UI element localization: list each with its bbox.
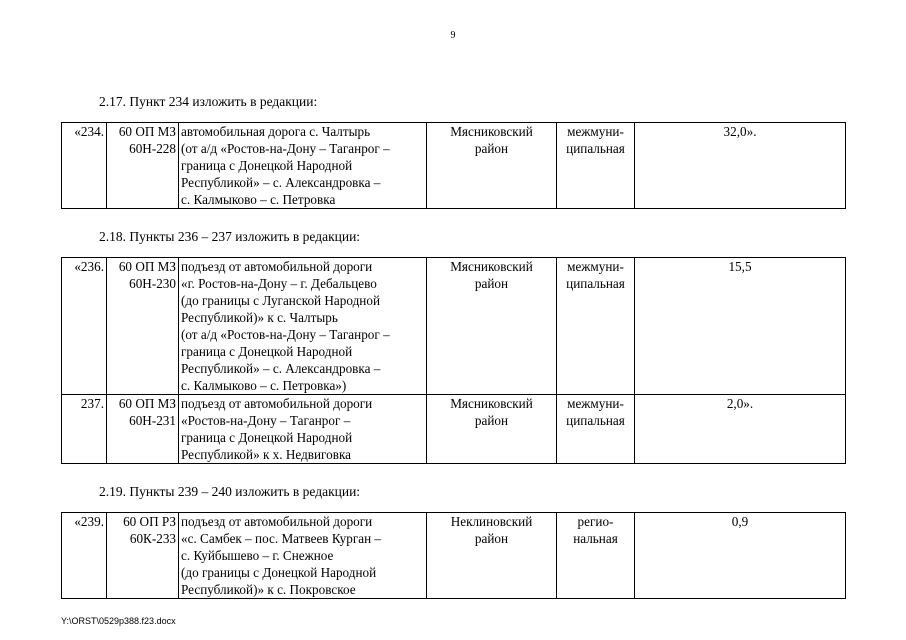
road-name: подъезд от автомобильной дороги «с. Самбек – пос. Матвеев Курган – с. Куйбышево – г. Снежное (до границы с Донецкой Народной Республикой)» к с. Покровское [179,513,427,599]
row-number: «239. [62,513,107,599]
road-name: подъезд от автомобильной дороги «Ростов-на-Дону – Таганрог – граница с Донецкой Народной Республикой» к х. Недвиговка [179,395,427,464]
road-table-2-18 [61,257,846,464]
road-code: 60 ОП МЗ 60Н-228 [107,123,179,209]
road-type: межмуни- ципальная [557,395,635,464]
road-code: 60 ОП МЗ 60Н-230 [107,258,179,395]
road-type: регио- нальная [557,513,635,599]
table-row [62,123,846,209]
row-number: 237. [62,395,107,464]
table-row [62,258,846,395]
road-name: автомобильная дорога с. Чалтырь (от а/д «Ростов-на-Дону – Таганрог – граница с Донецкой Народной Республикой» – с. Александровка – с. Калмыково – с. Петровка [179,123,427,209]
district: Мясниковский район [427,123,557,209]
document-path: Y:\ORST\0529p388.f23.docx [61,616,176,626]
road-length: 2,0». [635,395,846,464]
road-type: межмуни- ципальная [557,123,635,209]
section-heading-2-19: 2.19. Пункты 239 – 240 изложить в редакции: [99,484,361,499]
road-length: 15,5 [635,258,846,395]
road-length: 32,0». [635,123,846,209]
section-heading-2-18: 2.18. Пункты 236 – 237 изложить в редакции: [99,229,361,244]
row-number: «234. [62,123,107,209]
section-heading-2-17: 2.17. Пункт 234 изложить в редакции: [99,94,318,109]
road-name: подъезд от автомобильной дороги «г. Ростов-на-Дону – г. Дебальцево (до границы с Луганской Народной Республикой)» к с. Чалтырь (от а/д «Ростов-на-Дону – Таганрог – граница с Донецкой Народной Республикой» – с. Александровка – с. Калмыково – с. Петровка») [179,258,427,395]
road-table-2-17 [61,122,846,209]
road-type: межмуни- ципальная [557,258,635,395]
table-row [62,513,846,599]
district: Мясниковский район [427,258,557,395]
road-code: 60 ОП РЗ 60К-233 [107,513,179,599]
row-number: «236. [62,258,107,395]
road-code: 60 ОП МЗ 60Н-231 [107,395,179,464]
road-table-2-19 [61,512,846,599]
page-number: 9 [450,30,456,41]
district: Мясниковский район [427,395,557,464]
road-length: 0,9 [635,513,846,599]
table-row [62,395,846,464]
district: Неклиновский район [427,513,557,599]
